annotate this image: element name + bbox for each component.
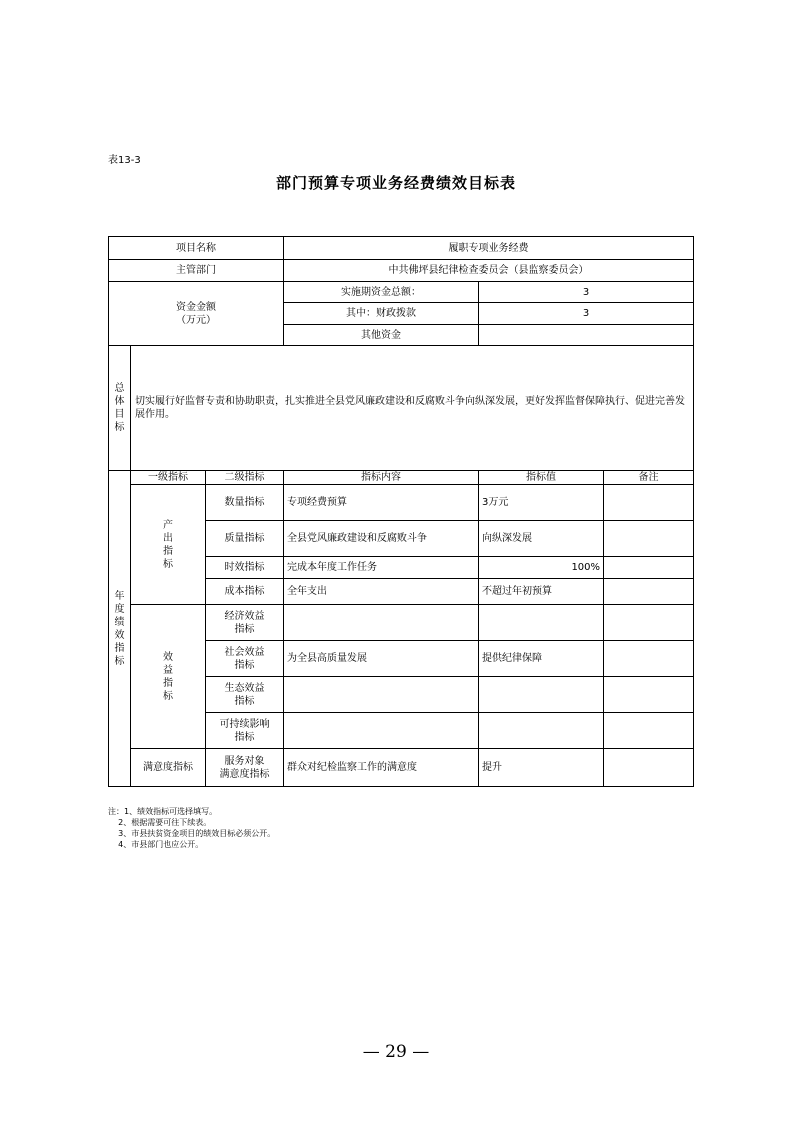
level2-cell — [206, 641, 284, 677]
department-row — [109, 260, 694, 282]
value-cell — [479, 605, 604, 641]
content-cell: 群众对纪检监察工作的满意度 — [284, 749, 479, 787]
value-cell: 提供纪律保障 — [479, 641, 604, 677]
value-cell: 3万元 — [479, 485, 604, 521]
remark-cell — [604, 677, 694, 713]
level2-line: 社会效益 — [224, 646, 265, 658]
fiscal-appropriation-value: 3 — [479, 303, 694, 325]
level2-line: 指标 — [234, 695, 255, 707]
footnote-line: 4、市县部门也应公开。 — [108, 840, 204, 849]
value-cell — [479, 713, 604, 749]
annual-indicator-label — [109, 471, 131, 787]
level2-line: 服务对象 — [224, 755, 265, 767]
output-label-char: 标 — [163, 558, 173, 570]
funds-total-value: 3 — [479, 282, 694, 303]
output-label-char: 指 — [163, 545, 173, 557]
benefit-label-char: 效 — [163, 651, 173, 663]
level2-cell: 成本指标 — [206, 579, 284, 605]
annual-label-char: 标 — [114, 655, 125, 667]
objective-label-char: 总 — [114, 383, 125, 394]
level2-line: 指标 — [234, 659, 255, 671]
level2-cell — [206, 713, 284, 749]
project-name-label: 项目名称 — [109, 237, 284, 260]
benefit-indicator-label — [131, 605, 206, 749]
benefit-label-char: 益 — [163, 664, 173, 676]
overall-objective-row — [109, 346, 694, 471]
footnotes — [108, 806, 275, 850]
objective-label-char: 目 — [114, 409, 125, 420]
header-level2: 二级指标 — [206, 471, 284, 485]
funds-total-row — [109, 282, 694, 303]
header-remark: 备注 — [604, 471, 694, 485]
header-value: 指标值 — [479, 471, 604, 485]
output-indicator-label — [131, 485, 206, 605]
performance-target-table — [108, 236, 694, 787]
benefit-label-char: 标 — [163, 690, 173, 702]
table-number: 表13-3 — [108, 155, 141, 166]
content-cell: 全县党风廉政建设和反腐败斗争 — [284, 521, 479, 557]
benefit-label-char: 指 — [163, 677, 173, 689]
value-cell: 100% — [479, 557, 604, 579]
content-cell: 完成本年度工作任务 — [284, 557, 479, 579]
level2-cell — [206, 605, 284, 641]
project-name-value: 履职专项业务经费 — [284, 237, 694, 260]
level2-cell: 时效指标 — [206, 557, 284, 579]
value-cell: 不超过年初预算 — [479, 579, 604, 605]
footnote-line: 2、根据需要可往下续表。 — [108, 818, 212, 827]
level2-line: 指标 — [234, 731, 255, 743]
header-level1: 一级指标 — [131, 471, 206, 485]
level2-line: 可持续影响 — [219, 718, 270, 730]
content-cell: 全年支出 — [284, 579, 479, 605]
annual-label-char: 年 — [114, 590, 125, 602]
content-cell — [284, 605, 479, 641]
level2-cell: 数量指标 — [206, 485, 284, 521]
other-funds-label: 其他资金 — [284, 325, 479, 346]
funds-total-label: 实施期资金总额： — [284, 282, 479, 303]
annual-label-char: 度 — [114, 603, 125, 615]
satisfaction-row — [109, 749, 694, 787]
header-content: 指标内容 — [284, 471, 479, 485]
annual-label-char: 绩 — [114, 616, 125, 628]
annual-label-char: 效 — [114, 629, 125, 641]
level2-cell — [206, 677, 284, 713]
remark-cell — [604, 605, 694, 641]
indicator-row — [109, 605, 694, 641]
indicator-row — [109, 485, 694, 521]
footnote-line: 注：1、绩效指标可选择填写。 — [108, 807, 218, 816]
output-label-char: 出 — [163, 532, 173, 544]
remark-cell — [604, 713, 694, 749]
fiscal-appropriation-label: 其中：财政拨款 — [284, 303, 479, 325]
level2-cell: 质量指标 — [206, 521, 284, 557]
value-cell — [479, 677, 604, 713]
objective-label-char: 标 — [114, 422, 125, 433]
indicator-header-row — [109, 471, 694, 485]
department-label: 主管部门 — [109, 260, 284, 282]
value-cell: 向纵深发展 — [479, 521, 604, 557]
content-cell — [284, 713, 479, 749]
level2-line: 满意度指标 — [219, 768, 270, 780]
content-cell: 为全县高质量发展 — [284, 641, 479, 677]
level2-line: 指标 — [234, 623, 255, 635]
annual-label-char: 指 — [114, 642, 125, 654]
funds-label-line1: 资金金额 — [176, 301, 217, 313]
output-label-char: 产 — [163, 519, 173, 531]
level2-line: 经济效益 — [224, 610, 265, 622]
overall-objective-text: 切实履行好监督专责和协助职责，扎实推进全县党风廉政建设和反腐败斗争向纵深发展，更好发挥监督保障执行、促进完善发展作用。 — [131, 346, 694, 471]
other-funds-value — [479, 325, 694, 346]
remark-cell — [604, 521, 694, 557]
remark-cell — [604, 641, 694, 677]
level2-cell — [206, 749, 284, 787]
footnote-line: 3、市县扶贫资金项目的绩效目标必须公开。 — [108, 829, 276, 838]
content-cell — [284, 677, 479, 713]
satisfaction-label: 满意度指标 — [131, 749, 206, 787]
project-name-row — [109, 237, 694, 260]
remark-cell — [604, 579, 694, 605]
overall-objective-label — [109, 346, 131, 471]
content-cell: 专项经费预算 — [284, 485, 479, 521]
remark-cell — [604, 749, 694, 787]
value-cell: 提升 — [479, 749, 604, 787]
level2-line: 生态效益 — [224, 682, 265, 694]
page-number: — 29 — — [362, 1042, 430, 1062]
document-title: 部门预算专项业务经费绩效目标表 — [275, 174, 516, 192]
department-value: 中共佛坪县纪律检查委员会（县监察委员会） — [284, 260, 694, 282]
objective-label-char: 体 — [114, 396, 125, 407]
funds-label-line2: （万元） — [176, 314, 217, 326]
funds-amount-label — [109, 282, 284, 346]
remark-cell — [604, 485, 694, 521]
remark-cell — [604, 557, 694, 579]
